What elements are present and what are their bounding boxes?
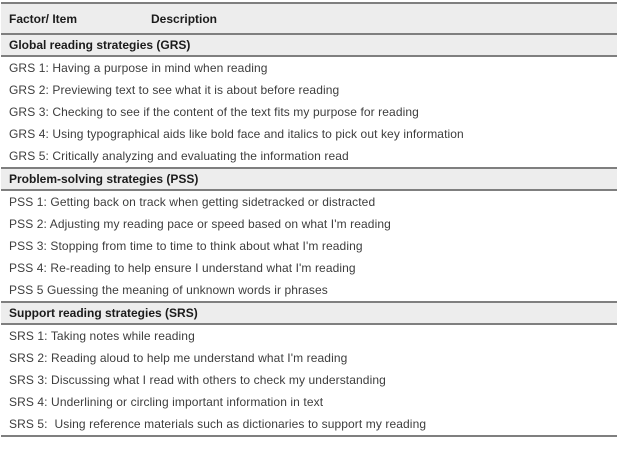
table-row-grs-1: GRS 1: Having a purpose in mind when reading	[1, 57, 617, 79]
table-header-row	[1, 4, 617, 33]
table-row-grs-2: GRS 2: Previewing text to see what it is about before reading	[1, 79, 617, 101]
table-row-srs-2: SRS 2: Reading aloud to help me understand what I'm reading	[1, 347, 617, 369]
section-header-pss: Problem-solving strategies (PSS)	[1, 167, 617, 191]
section-header-grs: Global reading strategies (GRS)	[1, 33, 617, 57]
table-row-grs-5: GRS 5: Critically analyzing and evaluating the information read	[1, 145, 617, 167]
table-row-pss-5: PSS 5 Guessing the meaning of unknown words ir phrases	[1, 279, 617, 301]
reading-strategies-table	[1, 2, 617, 437]
column-header-factor-item: Factor/ Item	[9, 11, 78, 26]
table-row-srs-3: SRS 3: Discussing what I read with others to check my understanding	[1, 369, 617, 391]
table-row-srs-4: SRS 4: Underlining or circling important information in text	[1, 391, 617, 413]
section-header-srs: Support reading strategies (SRS)	[1, 301, 617, 325]
table-row-grs-4: GRS 4: Using typographical aids like bold face and italics to pick out key information	[1, 123, 617, 145]
table-row-pss-1: PSS 1: Getting back on track when getting sidetracked or distracted	[1, 191, 617, 213]
table-row-grs-3: GRS 3: Checking to see if the content of the text fits my purpose for reading	[1, 101, 617, 123]
table-row-pss-2: PSS 2: Adjusting my reading pace or speed based on what I'm reading	[1, 213, 617, 235]
table-row-pss-3: PSS 3: Stopping from time to time to think about what I'm reading	[1, 235, 617, 257]
table-row-pss-4: PSS 4: Re-reading to help ensure I understand what I'm reading	[1, 257, 617, 279]
table-row-srs-1: SRS 1: Taking notes while reading	[1, 325, 617, 347]
column-header-description: Description	[151, 11, 218, 26]
table-row-srs-5: SRS 5: Using reference materials such as dictionaries to support my reading	[1, 413, 617, 435]
